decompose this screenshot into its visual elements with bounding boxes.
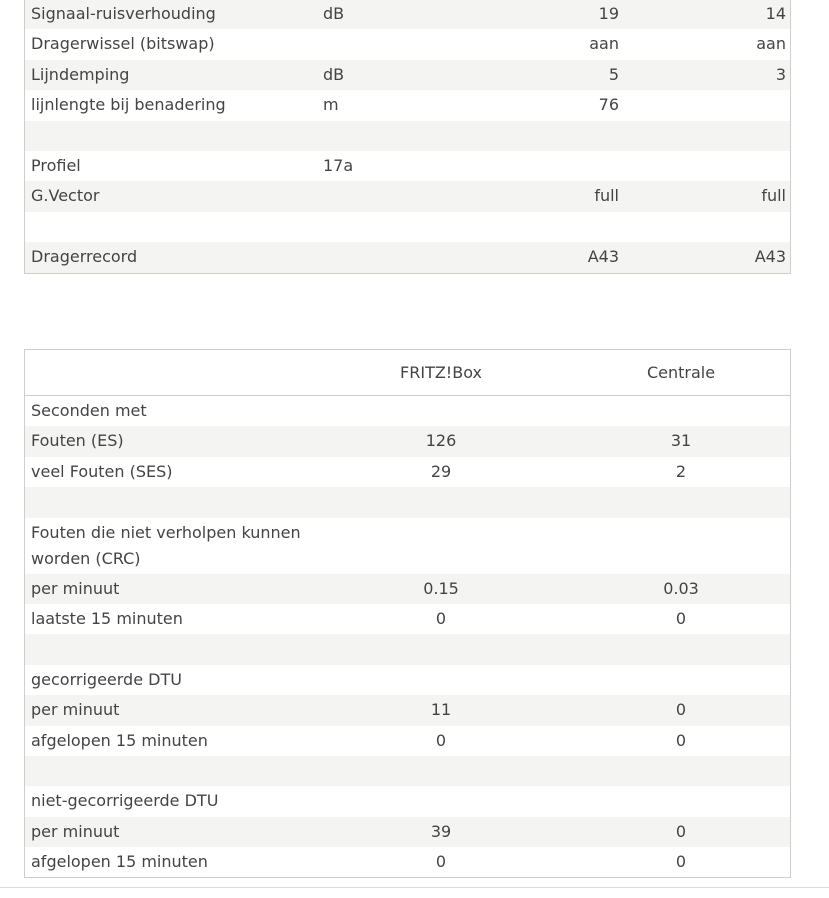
- row-label: afgelopen 15 minuten: [31, 852, 208, 872]
- table-row: [25, 457, 790, 487]
- table-row: [25, 151, 790, 181]
- row-label: Fouten (ES): [31, 431, 124, 451]
- row-label: Signaal-ruisverhouding: [31, 4, 216, 23]
- fritzbox-value: 0: [435, 608, 447, 628]
- fritzbox-value: aan: [589, 34, 619, 54]
- row-label: Profiel: [31, 155, 81, 175]
- table-row: [25, 396, 790, 426]
- row-unit: dB: [323, 64, 345, 84]
- table-row: [25, 181, 790, 211]
- centrale-value: 0: [675, 700, 687, 720]
- fritzbox-value: 5: [608, 64, 619, 84]
- centrale-value: aan: [756, 34, 786, 54]
- row-label: lijnlengte bij benadering: [31, 95, 226, 115]
- fritzbox-value: 0: [435, 730, 447, 750]
- fritzbox-value: 0.15: [423, 578, 459, 598]
- centrale-value: 0: [675, 821, 687, 841]
- table-header: [25, 350, 790, 396]
- row-unit: m: [323, 95, 339, 115]
- centrale-value: 2: [675, 461, 687, 481]
- row-label: veel Fouten (SES): [31, 461, 173, 481]
- centrale-value: 0.03: [663, 578, 699, 598]
- row-unit: dB: [323, 4, 345, 23]
- row-label: per minuut: [31, 821, 120, 841]
- fritzbox-value: 76: [598, 95, 619, 115]
- table-row: [25, 786, 790, 816]
- centrale-value: 3: [775, 64, 786, 84]
- table-row: [25, 60, 790, 90]
- centrale-value: 0: [675, 852, 687, 872]
- fritzbox-value: 19: [598, 4, 619, 23]
- table-row-spacer: [25, 212, 790, 242]
- fritzbox-value: full: [594, 186, 619, 206]
- page-divider: [0, 887, 829, 888]
- column-header-fritzbox: FRITZ!Box: [400, 363, 482, 382]
- row-unit: 17a: [323, 155, 354, 175]
- row-label: niet-gecorrigeerde DTU: [31, 791, 219, 811]
- table-row-spacer: [25, 121, 790, 151]
- table-row: [25, 847, 790, 877]
- row-label: per minuut: [31, 578, 120, 598]
- table-row: [25, 426, 790, 456]
- column-header-centrale: Centrale: [646, 363, 716, 382]
- table-row: [25, 665, 790, 695]
- error-statistics-table: [24, 349, 791, 878]
- table-row: [25, 817, 790, 847]
- table-row-spacer: [25, 634, 790, 664]
- fritzbox-value: 29: [430, 461, 452, 481]
- row-label: Lijndemping: [31, 64, 130, 84]
- table-row: [25, 0, 790, 29]
- centrale-value: 0: [675, 730, 687, 750]
- table-row: [25, 726, 790, 756]
- table-row-spacer: [25, 487, 790, 517]
- row-label: Seconden met: [31, 401, 147, 420]
- row-label: Dragerrecord: [31, 247, 138, 267]
- row-label: Dragerwissel (bitswap): [31, 34, 215, 54]
- table-row: [25, 29, 790, 59]
- fritzbox-value: 126: [425, 431, 457, 451]
- table-row: [25, 90, 790, 120]
- centrale-value: 0: [675, 608, 687, 628]
- table-row: [25, 518, 790, 574]
- table-row: [25, 574, 790, 604]
- centrale-value: full: [761, 186, 786, 206]
- table-row: [25, 604, 790, 634]
- centrale-value: A43: [754, 247, 786, 267]
- table-row: [25, 242, 790, 272]
- row-label: per minuut: [31, 700, 120, 720]
- table-row-spacer: [25, 756, 790, 786]
- row-label: afgelopen 15 minuten: [31, 730, 208, 750]
- fritzbox-value: A43: [587, 247, 619, 267]
- row-label: gecorrigeerde DTU: [31, 669, 182, 689]
- line-properties-table: [24, 0, 791, 274]
- row-label: Fouten die niet verholpen kunnen worden (CRC): [31, 522, 301, 568]
- centrale-value: 31: [670, 431, 692, 451]
- row-label: laatste 15 minuten: [31, 608, 183, 628]
- fritzbox-value: 11: [430, 700, 452, 720]
- fritzbox-value: 39: [430, 821, 452, 841]
- centrale-value: 14: [765, 4, 786, 23]
- table-row: [25, 695, 790, 725]
- fritzbox-value: 0: [435, 852, 447, 872]
- row-label: G.Vector: [31, 186, 100, 206]
